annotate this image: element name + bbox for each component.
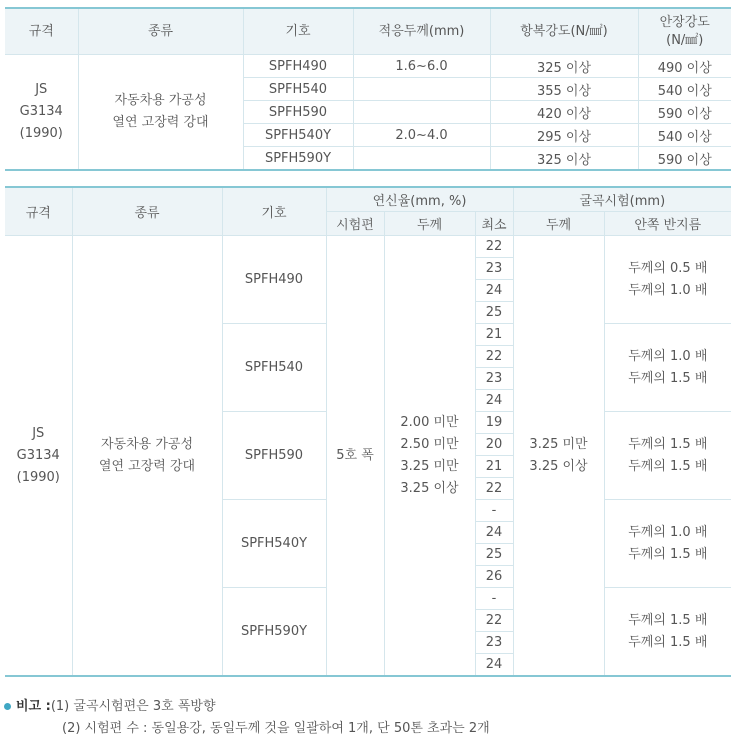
kind-line: 자동차용 가공성 (100, 436, 194, 452)
header-tensile-strength (638, 8, 731, 55)
minimum-cell: 24 (475, 522, 513, 544)
yield-cell: 325 이상 (490, 55, 638, 78)
header-elongation: 연신율(mm, %) (326, 187, 513, 212)
bullet-icon (4, 703, 11, 710)
standard-cell (5, 236, 72, 677)
yield-cell: 325 이상 (490, 147, 638, 171)
table-row (5, 236, 731, 258)
remark-line (4, 718, 490, 740)
thickness-cell (353, 78, 490, 101)
symbol-cell: SPFH590 (243, 101, 353, 124)
radius-line: 두께의 0.5 배 (628, 260, 708, 276)
bend-thickness-cell (513, 236, 604, 677)
header-kind: 종류 (78, 8, 243, 55)
symbol-cell: SPFH490 (243, 55, 353, 78)
symbol-cell: SPFH540 (222, 324, 326, 412)
yield-cell: 295 이상 (490, 124, 638, 147)
thickness-cell (353, 147, 490, 171)
tensile-cell: 490 이상 (638, 55, 731, 78)
standard-cell (5, 55, 78, 171)
header-inner-radius: 안쪽 반지름 (604, 212, 731, 236)
header-kind: 종류 (72, 187, 222, 236)
remark-label: 비고 : (16, 699, 51, 714)
symbol-cell: SPFH590Y (243, 147, 353, 171)
elongation-bending-table (5, 186, 731, 677)
minimum-cell: 21 (475, 456, 513, 478)
tensile-cell: 540 이상 (638, 124, 731, 147)
symbol-cell: SPFH540 (243, 78, 353, 101)
tensile-cell: 590 이상 (638, 147, 731, 171)
bend-thickness-line: 3.25 이상 (529, 458, 588, 474)
elongation-thickness-cell (384, 236, 475, 677)
standard-line: (1990) (16, 469, 60, 485)
standard-line: JS (32, 425, 45, 441)
remark-text: (2) 시험편 수 : 동일용강, 동일두께 것을 일괄하여 1개, 단 50톤 초과는 2개 (62, 721, 490, 736)
symbol-cell: SPFH540Y (222, 500, 326, 588)
inner-radius-cell (604, 236, 731, 324)
thickness-line: 2.50 미만 (400, 436, 459, 452)
minimum-cell: 22 (475, 236, 513, 258)
remarks (4, 696, 490, 740)
header-elongation-thickness: 두께 (384, 212, 475, 236)
minimum-cell: 23 (475, 632, 513, 654)
remark-line (4, 696, 490, 718)
minimum-cell: 23 (475, 258, 513, 280)
radius-line: 두께의 1.0 배 (628, 348, 708, 364)
header-minimum: 최소 (475, 212, 513, 236)
minimum-cell: 19 (475, 412, 513, 434)
radius-line: 두께의 1.5 배 (628, 612, 708, 628)
radius-line: 두께의 1.0 배 (628, 282, 708, 298)
yield-strength-table (5, 7, 731, 171)
table-row (5, 55, 731, 78)
symbol-cell: SPFH490 (222, 236, 326, 324)
tensile-cell: 590 이상 (638, 101, 731, 124)
minimum-cell: 20 (475, 434, 513, 456)
inner-radius-cell (604, 500, 731, 588)
kind-line: 열연 고장력 강대 (112, 115, 209, 130)
table2-header-row (5, 187, 731, 212)
minimum-cell: 25 (475, 544, 513, 566)
standard-line: G3134 (16, 447, 60, 463)
minimum-cell: 26 (475, 566, 513, 588)
specimen-cell: 5호 폭 (326, 236, 384, 677)
header-tensile-strength-label: 안장강도 (659, 14, 710, 30)
kind-line: 자동차용 가공성 (114, 93, 207, 108)
radius-line: 두께의 1.5 배 (628, 458, 708, 474)
header-bending-test: 굴곡시험(mm) (513, 187, 731, 212)
thickness-line: 2.00 미만 (400, 414, 459, 430)
tensile-cell: 540 이상 (638, 78, 731, 101)
radius-line: 두께의 1.5 배 (628, 370, 708, 386)
kind-cell (78, 55, 243, 171)
radius-line: 두께의 1.5 배 (628, 546, 708, 562)
header-standard: 규격 (5, 8, 78, 55)
minimum-cell: - (475, 588, 513, 610)
header-symbol: 기호 (243, 8, 353, 55)
minimum-cell: 22 (475, 346, 513, 368)
minimum-cell: 22 (475, 610, 513, 632)
header-tensile-strength-unit: (N/㎟) (666, 32, 704, 48)
minimum-cell: - (475, 500, 513, 522)
header-standard: 규격 (5, 187, 72, 236)
header-bend-thickness: 두께 (513, 212, 604, 236)
minimum-cell: 24 (475, 654, 513, 677)
thickness-cell: 2.0~4.0 (353, 124, 490, 147)
thickness-cell: 1.6~6.0 (353, 55, 490, 78)
minimum-cell: 23 (475, 368, 513, 390)
yield-cell: 355 이상 (490, 78, 638, 101)
thickness-line: 3.25 이상 (400, 480, 459, 496)
kind-line: 열연 고장력 강대 (98, 458, 196, 474)
header-symbol: 기호 (222, 187, 326, 236)
remark-text: (1) 굴곡시험편은 3호 폭방향 (50, 699, 216, 714)
header-specimen: 시험편 (326, 212, 384, 236)
thickness-line: 3.25 미만 (400, 458, 459, 474)
radius-line: 두께의 1.5 배 (628, 634, 708, 650)
inner-radius-cell (604, 324, 731, 412)
standard-line: G3134 (19, 104, 63, 119)
yield-cell: 420 이상 (490, 101, 638, 124)
bend-thickness-line: 3.25 미만 (529, 436, 588, 452)
inner-radius-cell (604, 412, 731, 500)
table1-header-row (5, 8, 731, 55)
symbol-cell: SPFH590 (222, 412, 326, 500)
minimum-cell: 24 (475, 390, 513, 412)
minimum-cell: 21 (475, 324, 513, 346)
standard-line: JS (35, 82, 48, 97)
inner-radius-cell (604, 588, 731, 677)
thickness-cell (353, 101, 490, 124)
symbol-cell: SPFH540Y (243, 124, 353, 147)
minimum-cell: 22 (475, 478, 513, 500)
minimum-cell: 25 (475, 302, 513, 324)
minimum-cell: 24 (475, 280, 513, 302)
header-applicable-thickness: 적응두께(mm) (353, 8, 490, 55)
radius-line: 두께의 1.0 배 (628, 524, 708, 540)
standard-line: (1990) (19, 126, 63, 141)
symbol-cell: SPFH590Y (222, 588, 326, 677)
header-yield-strength: 항복강도(N/㎟) (490, 8, 638, 55)
radius-line: 두께의 1.5 배 (628, 436, 708, 452)
kind-cell (72, 236, 222, 677)
